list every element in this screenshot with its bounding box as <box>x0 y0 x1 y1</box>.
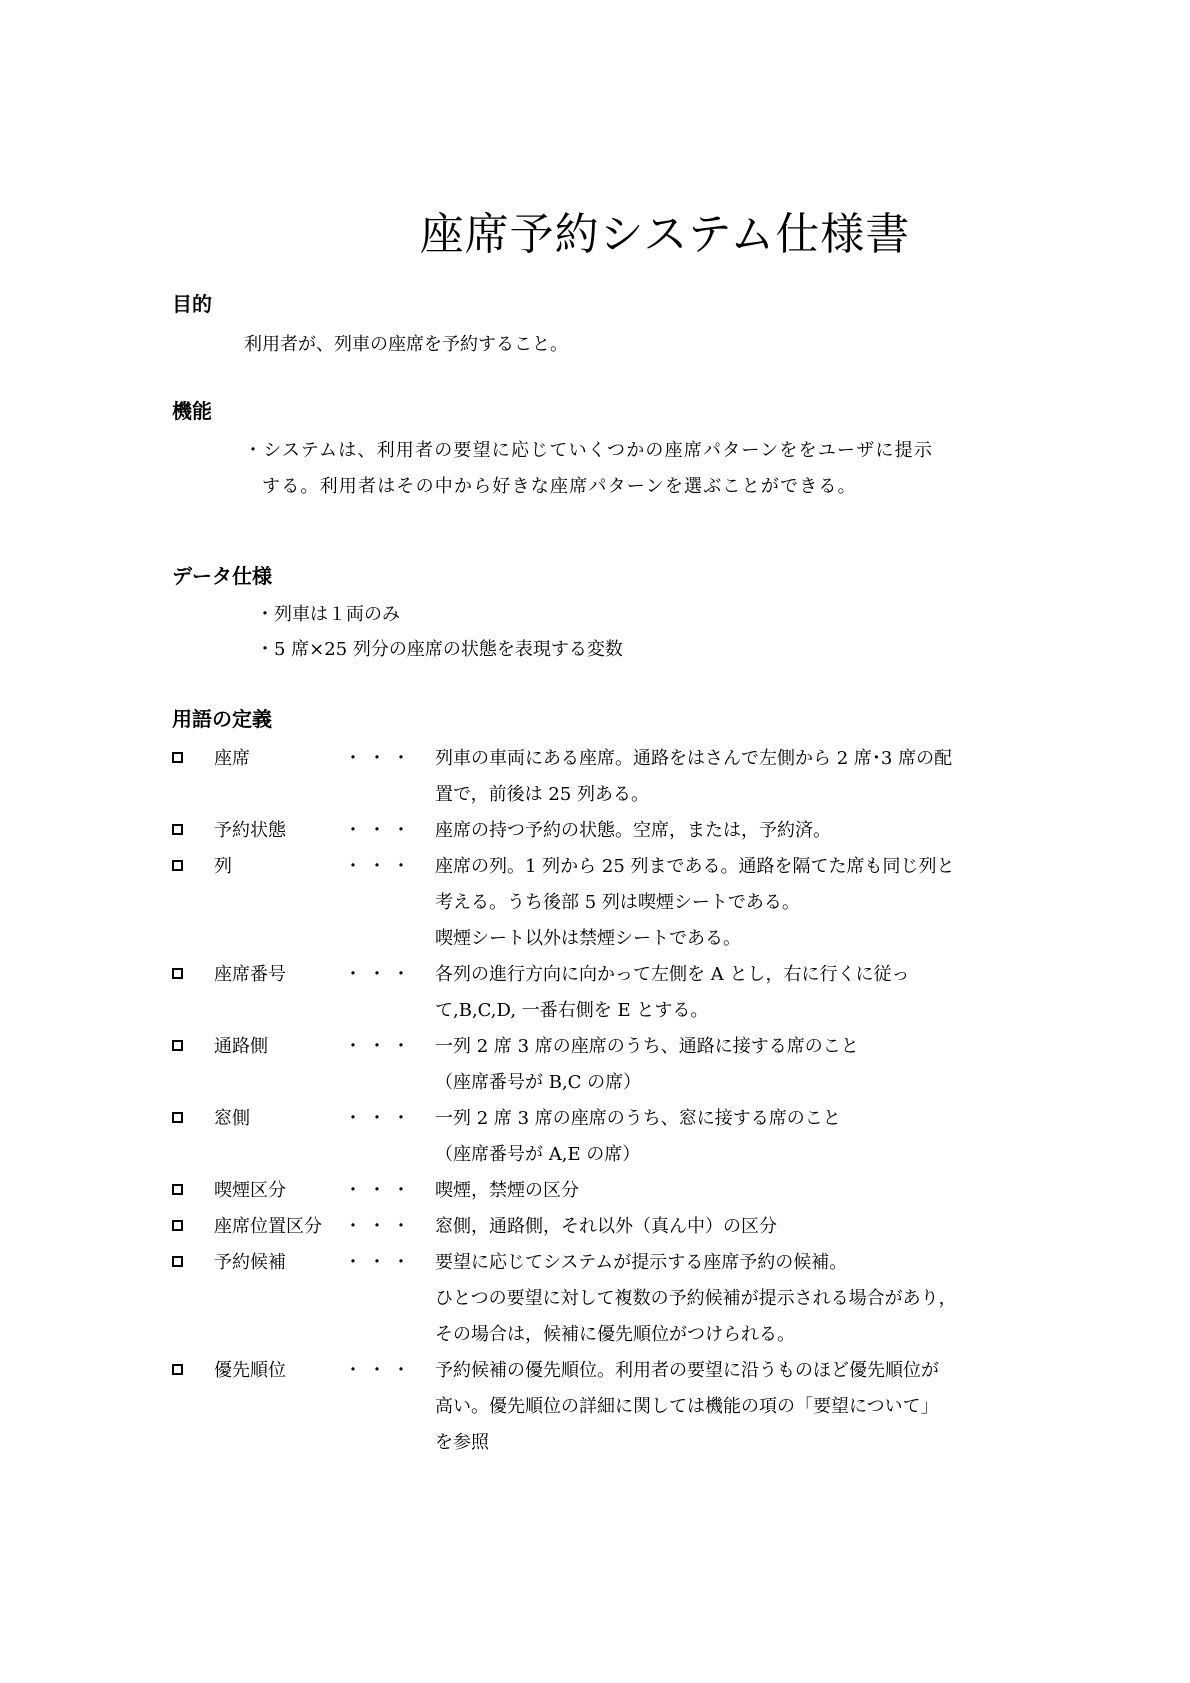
term-definition-line: 置で，前後は 25 列ある。 <box>435 784 649 805</box>
term-separator: ・・・ <box>344 1216 416 1237</box>
term-definition <box>435 1173 579 1209</box>
checkbox-icon <box>172 824 183 835</box>
term-item <box>172 1029 1032 1101</box>
term-definition-line: 列車の車両にある座席。通路をはさんで左側から 2 席･3 席の配 <box>435 748 953 769</box>
term-definition-line: 喫煙シート以外は禁煙シートである。 <box>435 928 741 949</box>
term-label: 座席番号 <box>214 964 286 985</box>
document-title: 座席予約システム仕様書 <box>419 209 911 260</box>
term-separator: ・・・ <box>344 1036 416 1057</box>
term-definition <box>435 1245 957 1353</box>
term-definition-line: 要望に応じてシステムが提示する座席予約の候補。 <box>435 1252 848 1273</box>
section-heading-data-spec: データ仕様 <box>172 564 272 588</box>
term-definition <box>435 849 955 957</box>
term-definition-line: 一列 2 席 3 席の座席のうち、通路に接する席のこと <box>435 1036 859 1057</box>
checkbox-icon <box>172 860 183 871</box>
term-separator: ・・・ <box>344 964 416 985</box>
checkbox-icon <box>172 968 183 979</box>
term-definition-line: その場合は，候補に優先順位がつけられる。 <box>435 1324 795 1345</box>
checkbox-icon <box>172 752 183 763</box>
term-definition <box>435 1353 939 1461</box>
term-label: 予約状態 <box>214 820 286 841</box>
term-label: 喫煙区分 <box>214 1180 286 1201</box>
term-definition-line: 高い。優先順位の詳細に関しては機能の項の「要望について」 <box>435 1396 939 1417</box>
term-label: 通路側 <box>214 1036 268 1057</box>
section-heading-terms: 用語の定義 <box>172 707 272 731</box>
term-label: 座席位置区分 <box>214 1216 322 1237</box>
data-spec-item: ・5 席×25 列分の座席の状態を表現する変数 <box>256 639 623 660</box>
section-heading-function: 機能 <box>172 399 212 423</box>
term-item <box>172 957 1032 1029</box>
term-definition <box>435 1101 841 1173</box>
term-definition-line: 予約候補の優先順位。利用者の要望に沿うものほど優先順位が <box>435 1360 939 1381</box>
term-separator: ・・・ <box>344 820 416 841</box>
term-definition-line: を参照 <box>435 1432 489 1453</box>
term-definition-line: ひとつの要望に対して複数の予約候補が提示される場合があり， <box>435 1288 957 1309</box>
term-item <box>172 741 1032 813</box>
checkbox-icon <box>172 1364 183 1375</box>
term-definition <box>435 1029 859 1101</box>
term-label: 列 <box>214 856 232 877</box>
section-heading-purpose: 目的 <box>172 292 212 316</box>
term-label: 座席 <box>214 748 250 769</box>
term-label: 優先順位 <box>214 1360 286 1381</box>
data-spec-item: ・列車は１両のみ <box>256 604 400 625</box>
term-separator: ・・・ <box>344 856 416 877</box>
term-definition-line: 各列の進行方向に向かって左側を A とし，右に行くに従っ <box>435 964 910 985</box>
checkbox-icon <box>172 1040 183 1051</box>
term-item <box>172 1353 1032 1461</box>
term-definition-line: 座席の列。1 列から 25 列まである。通路を隔てた席も同じ列と <box>435 856 955 877</box>
purpose-text: 利用者が、列車の座席を予約すること。 <box>244 334 568 355</box>
term-separator: ・・・ <box>344 1180 416 1201</box>
term-label: 予約候補 <box>214 1252 286 1273</box>
terms-list <box>172 741 1032 1461</box>
term-definition-line: 一列 2 席 3 席の座席のうち、窓に接する席のこと <box>435 1108 841 1129</box>
term-definition <box>435 741 952 813</box>
term-separator: ・・・ <box>344 1108 416 1129</box>
function-line: ・システムは、利用者の要望に応じていくつかの座席パターンををユーザに提示 <box>244 440 934 461</box>
checkbox-icon <box>172 1256 183 1267</box>
checkbox-icon <box>172 1112 183 1123</box>
term-definition-line: 考える。うち後部 5 列は喫煙シートである。 <box>435 892 800 913</box>
term-item <box>172 813 1032 849</box>
term-separator: ・・・ <box>344 748 416 769</box>
checkbox-icon <box>172 1220 183 1231</box>
term-item <box>172 1245 1032 1353</box>
checkbox-icon <box>172 1184 183 1195</box>
term-item <box>172 1209 1032 1245</box>
term-separator: ・・・ <box>344 1252 416 1273</box>
term-definition <box>435 813 831 849</box>
term-definition-line: 窓側，通路側，それ以外（真ん中）の区分 <box>435 1216 777 1237</box>
term-definition-line: 喫煙，禁煙の区分 <box>435 1180 579 1201</box>
term-definition <box>435 1209 777 1245</box>
term-definition-line: （座席番号が A,E の席） <box>435 1144 641 1165</box>
function-line: する。利用者はその中から好きな座席パターンを選ぶことができる。 <box>262 476 857 497</box>
term-separator: ・・・ <box>344 1360 416 1381</box>
term-definition-line: （座席番号が B,C の席） <box>435 1072 642 1093</box>
term-definition-line: て,B,C,D, 一番右側を E とする。 <box>435 1000 709 1021</box>
term-item <box>172 1173 1032 1209</box>
term-item <box>172 1101 1032 1173</box>
term-definition-line: 座席の持つ予約の状態。空席，または，予約済。 <box>435 820 831 841</box>
term-label: 窓側 <box>214 1108 250 1129</box>
term-item <box>172 849 1032 957</box>
term-definition <box>435 957 909 1029</box>
